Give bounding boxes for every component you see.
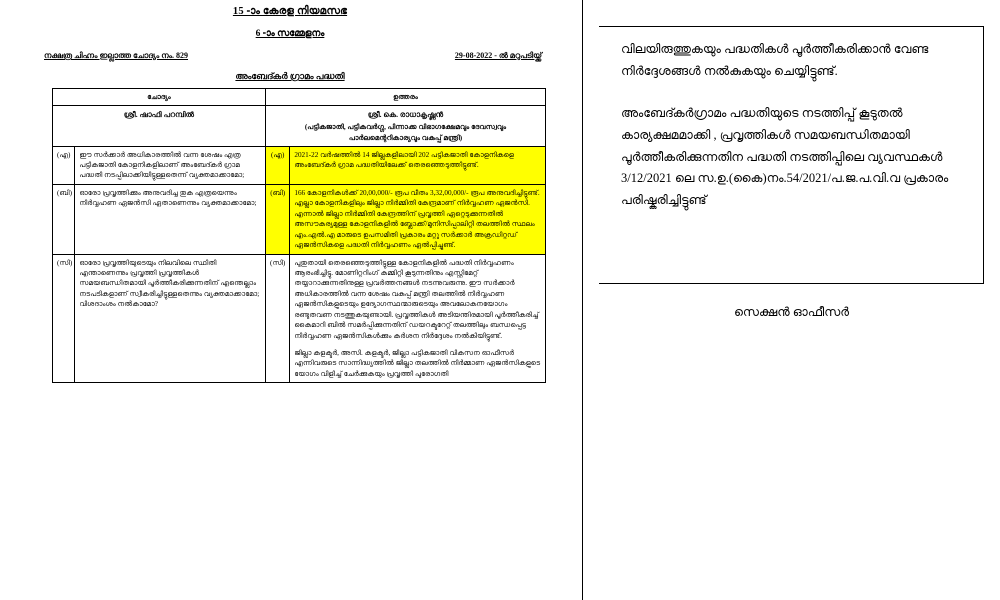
answer-mark-b: (ബി): [266, 184, 290, 254]
table-header-row: [53, 89, 546, 106]
qa-table: [52, 88, 546, 383]
question-text-b: ഓരോ പ്രവൃത്തിക്കും അനുവദിച്ച തുക എത്രയെന്നും നിർവ്വഹണ ഏജൻസി ഏതാണെന്നും വ്യക്തമാക്കാമോ;: [75, 184, 266, 254]
table-row: [53, 146, 546, 184]
answer-date: 29-08-2022 - ൽ മറുപടിയ്ക്ക്: [454, 51, 542, 60]
column-header-answer: ഉത്തരം: [266, 89, 546, 106]
document-page-right: [583, 0, 1000, 600]
table-subheader-row: [53, 106, 546, 146]
question-mark-c: (സി): [53, 254, 75, 383]
assembly-header: 15 -ാം കേരള നിയമസഭ: [232, 6, 348, 17]
answer-text-a: 2021-22 വർഷത്തിൽ 14 ജില്ലകളിലായി 202 പട്ടികജാതി കോളനികളെ അംബേദ്കർ ഗ്രാമ പദ്ധതിയിലേക്ക് തെരഞ്ഞെടുത്തിട്ടുണ്ട്.: [290, 146, 546, 184]
session-subheader: 6 -ാം സമ്മേളനം: [255, 29, 325, 39]
question-mark-a: (എ): [53, 146, 75, 184]
continuation-paragraph-1: വിലയിരുത്തുകയും പദ്ധതികൾ പൂർത്തീകരിക്കാൻ വേണ്ട നിർദ്ദേശങ്ങൾ നൽകുകയും ചെയ്യിട്ടുണ്ട്.: [621, 42, 929, 78]
answer-text-c: പുതുതായി തെരഞ്ഞെടുത്തിട്ടുള്ള കോളനികളിൽ പദ്ധതി നിർവ്വഹണം ആരംഭിച്ചിട്ടു. മോണിറ്ററിംഗ് കമ്മിറ്റി കൂടുന്നതിനും എസ്റ്റിമേറ്റ് തയ്യാറാക്കുന്നതിനുള്ള പ്രവർത്തനങ്ങൾ നടന്നുവരുന്നു. ഈ സർക്കാർ അധികാരത്തിൽ വന്ന ശേഷം വകുപ്പ് മന്ത്രി തലത്തിൽ നിർവ്വഹണ ഏജൻസികളുടെയും ഉദ്യോഗസ്ഥന്മാരുടെയും അവലോകനയോഗം രണ്ടുതവണ നടത്തുകയുണ്ടായി. പ്രവൃത്തികൾ അടിയന്തിരമായി പൂർത്തീകരിച്ച് കൈമാറി ബിൽ സമർപ്പിക്കുന്നതിന് ഡയറക്ടറേറ്റ് തലത്തിലും ബന്ധപ്പെട്ട നിർവ്വഹണ ഏജൻസികൾക്കും കർശന നിർദ്ദേശം നൽകിയിട്ടുണ്ട്. ജില്ലാ കളക്ടർ, അസി. കളക്ടർ, ജില്ലാ പട്ടികജാതി വികസന ഓഫീസർ എന്നിവരുടെ സാന്നിദ്ധ്യത്തിൽ ജില്ലാ തലത്തിൽ നിർമ്മാണ ഏജൻസികളുടെ യോഗം വിളിച്ച് ചേർക്കുകയും പ്രവൃത്തി പുരോഗതി: [290, 254, 546, 383]
question-meta-row: [30, 51, 550, 61]
question-number: നക്ഷത്ര ചിഹ്നം ഇല്ലാത്ത ചോദ്യം നം. 829: [44, 51, 189, 60]
question-text-c: ഓരോ പ്രവൃത്തിയുടെയും നിലവിലെ സ്ഥിതി എന്താണെന്നും പ്രവൃത്തി പ്രവൃത്തികൾ സമയബന്ധിതമായി പൂർത്തീകരിക്കുന്നതിന് എന്തെല്ലാം നടപടികളാണ് സ്വീകരിച്ചിട്ടുള്ളതെന്നും വ്യക്തമാക്കാമോ; വിശദാംശം നൽകാമോ?: [75, 254, 266, 383]
question-text-a: ഈ സർക്കാർ അധികാരത്തിൽ വന്ന ശേഷം എത്ര പട്ടികജാതി കോളനികളിലാണ് അംബേദ്കർ ഗ്രാമ പദ്ധതി നടപ്പിലാക്കിയിട്ടുള്ളതെന്ന് വ്യക്തമാക്കാമോ;: [75, 146, 266, 184]
continuation-text-box: [599, 26, 984, 284]
table-row: [53, 254, 546, 383]
answer-mark-c: (സി): [266, 254, 290, 383]
signature-line: സെക്ഷൻ ഓഫീസർ: [734, 305, 849, 319]
question-mark-b: (ബി): [53, 184, 75, 254]
scheme-title: അംബേദ്കർ ഗ്രാമം പദ്ധതി: [235, 71, 345, 81]
answerer-block: ശ്രീ. കെ. രാധാകൃഷ്ണൻ (പട്ടികജാതി, പട്ടികവർഗ്ഗ, പിന്നാക്ക വിഭാഗക്ഷേമവും ദേവസ്വവും പാർലമെന്ററികാര്യവും വകുപ്പ് മന്ത്രി): [266, 106, 546, 146]
answer-mark-a: (എ): [266, 146, 290, 184]
answer-text-b: 166 കോളനികൾക്ക് 20,00,000/- രൂപ വീതം 3,32,00,000/- രൂപ അനുവദിച്ചിട്ടുണ്ട്. എല്ലാ കോളനികളിലും ജില്ലാ നിർമ്മിതി കേന്ദ്രമാണ് നിർവ്വഹണ ഏജൻസി. എന്നാൽ ജില്ലാ നിർമ്മിതി കേന്ദ്രത്തിന് പ്രവൃത്തി ഏറ്റെടുക്കുന്നതിൽ അസൗകര്യമുള്ള കോളനികളിൽ ബ്ലോക്ക്/മുനിസിപ്പാലിറ്റി തലത്തിൽ സ്ഥലം എം.എൽ.എ മാരുടെ ഉപസമിതി പ്രകാരം മറ്റു സർക്കാർ അക്രഡിറ്റഡ് ഏജൻസികളെ പദ്ധതി നിർവ്വഹണം ഏൽപ്പിച്ചുണ്ട്.: [290, 184, 546, 254]
questioner-name: ശ്രീ. ഷാഫി പറമ്പിൽ: [53, 106, 266, 146]
table-row: [53, 184, 546, 254]
column-header-question: ചോദ്യം: [53, 89, 266, 106]
continuation-paragraph-2: അംബേദ്കർഗ്രാമം പദ്ധതിയുടെ നടത്തിപ്പ് കൂടുതൽ കാര്യക്ഷമമാക്കി , പ്രവൃത്തികൾ സമയബന്ധിതമായി പൂർത്തീകരിക്കുന്നതിന പദ്ധതി നടത്തിപ്പിലെ വ്യവസ്ഥകൾ 3/12/2021 ലെ സ.ഉ.(കൈ)നം.54/2021/പ.ജ.പ.വി.വ പ്രകാരം പരിഷ്കരിച്ചിട്ടുണ്ട്: [621, 105, 949, 208]
